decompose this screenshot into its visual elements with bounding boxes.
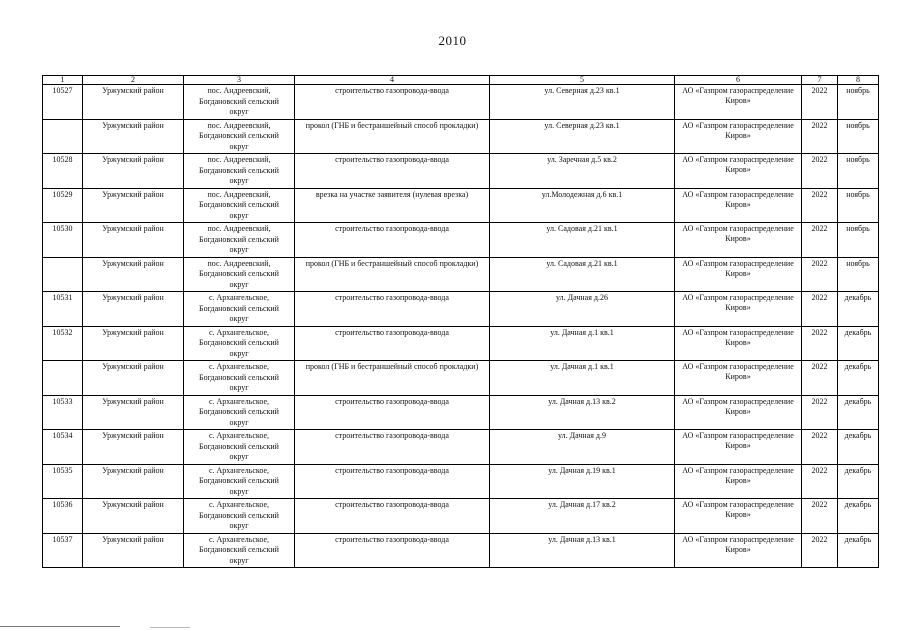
cell-settlement	[184, 326, 295, 361]
cell-year: 2022	[802, 223, 838, 258]
table-body	[43, 85, 879, 568]
table-row	[43, 292, 879, 327]
cell-settlement	[184, 395, 295, 430]
cell-month: ноябрь	[838, 154, 879, 189]
cell-district: Уржумский район	[83, 257, 184, 292]
table-row	[43, 326, 879, 361]
settlement-line: с. Архангельское,	[208, 327, 270, 337]
cell-work-type: прокол (ГНБ и бестраншейный способ прокладки)	[295, 119, 490, 154]
cell-settlement	[184, 533, 295, 568]
cell-settlement	[184, 154, 295, 189]
cell-address: ул. Дачная д.13 кв.1	[490, 533, 675, 568]
scan-artifact-line	[0, 626, 120, 627]
table-row	[43, 85, 879, 120]
cell-record-number: 10533	[43, 395, 83, 430]
cell-work-type: строительство газопровода-ввода	[295, 430, 490, 465]
cell-district: Уржумский район	[83, 223, 184, 258]
cell-work-type: строительство газопровода-ввода	[295, 395, 490, 430]
settlement-line: Богдановский сельский	[199, 510, 279, 520]
settlement-line: Богдановский сельский	[199, 407, 279, 416]
cell-settlement	[184, 430, 295, 465]
cell-work-type: прокол (ГНБ и бестраншейный способ прокладки)	[295, 361, 490, 396]
settlement-line: Богдановский сельский	[199, 338, 279, 347]
column-header: 2	[83, 76, 184, 85]
cell-month: декабрь	[838, 499, 879, 534]
cell-organization: АО «Газпром газораспределение Киров»	[675, 119, 802, 154]
cell-district: Уржумский район	[83, 430, 184, 465]
cell-record-number	[43, 119, 83, 154]
cell-record-number	[43, 361, 83, 396]
cell-settlement	[184, 499, 295, 534]
cell-work-type: врезка на участке заявителя (нулевая врезка)	[295, 188, 490, 223]
cell-address: ул. Дачная д.19 кв.1	[490, 464, 675, 499]
cell-organization: АО «Газпром газораспределение Киров»	[675, 188, 802, 223]
settlement-line: округ	[229, 417, 249, 427]
settlement-line: Богдановский сельский	[199, 269, 279, 278]
table-row	[43, 499, 879, 534]
settlement-line: Богдановский сельский	[199, 476, 279, 485]
cell-address: ул. Дачная д.1 кв.1	[490, 326, 675, 361]
cell-work-type: строительство газопровода-ввода	[295, 499, 490, 534]
settlement-line: пос. Андреевский,	[207, 224, 271, 233]
cell-district: Уржумский район	[83, 154, 184, 189]
column-header: 3	[184, 76, 295, 85]
cell-month: декабрь	[838, 395, 879, 430]
cell-settlement	[184, 119, 295, 154]
column-header: 6	[675, 76, 802, 85]
cell-month: декабрь	[838, 326, 879, 361]
cell-year: 2022	[802, 533, 838, 568]
cell-organization: АО «Газпром газораспределение Киров»	[675, 154, 802, 189]
cell-settlement	[184, 223, 295, 258]
cell-month: ноябрь	[838, 188, 879, 223]
cell-district: Уржумский район	[83, 395, 184, 430]
cell-record-number: 10527	[43, 85, 83, 120]
cell-month: декабрь	[838, 361, 879, 396]
settlement-line: Богдановский сельский	[199, 200, 279, 209]
cell-record-number: 10536	[43, 499, 83, 534]
settlement-line: округ	[229, 176, 249, 185]
cell-organization: АО «Газпром газораспределение Киров»	[675, 361, 802, 396]
table-row	[43, 430, 879, 465]
cell-address: ул. Северная д.23 кв.1	[490, 85, 675, 120]
settlement-line: округ	[229, 245, 249, 254]
column-header: 4	[295, 76, 490, 85]
cell-work-type: строительство газопровода-ввода	[295, 533, 490, 568]
cell-address: ул. Заречная д.5 кв.2	[490, 154, 675, 189]
cell-record-number: 10528	[43, 154, 83, 189]
cell-organization: АО «Газпром газораспределение Киров»	[675, 499, 802, 534]
settlement-line: округ	[229, 486, 249, 496]
settlement-line: округ	[229, 279, 249, 289]
settlement-line: округ	[229, 521, 249, 530]
registry-table	[42, 75, 879, 568]
cell-year: 2022	[802, 119, 838, 154]
cell-district: Уржумский район	[83, 326, 184, 361]
settlement-line: с. Архангельское,	[208, 534, 270, 544]
settlement-line: Богдановский сельский	[199, 131, 279, 140]
table-row	[43, 361, 879, 396]
cell-settlement	[184, 361, 295, 396]
cell-record-number: 10532	[43, 326, 83, 361]
cell-work-type: строительство газопровода-ввода	[295, 85, 490, 120]
cell-year: 2022	[802, 188, 838, 223]
cell-record-number: 10535	[43, 464, 83, 499]
settlement-line: с. Архангельское,	[208, 362, 270, 371]
cell-year: 2022	[802, 154, 838, 189]
settlement-line: Богдановский сельский	[199, 165, 279, 175]
cell-settlement	[184, 464, 295, 499]
cell-organization: АО «Газпром газораспределение Киров»	[675, 292, 802, 327]
cell-record-number: 10530	[43, 223, 83, 258]
settlement-line: округ	[229, 141, 249, 151]
settlement-line: округ	[229, 107, 249, 116]
cell-settlement	[184, 257, 295, 292]
column-header: 7	[802, 76, 838, 85]
settlement-line: пос. Андреевский,	[207, 258, 271, 268]
cell-address: ул. Дачная д.1 кв.1	[490, 361, 675, 396]
settlement-line: Богдановский сельский	[199, 96, 279, 106]
settlement-line: пос. Андреевский,	[207, 189, 271, 199]
cell-organization: АО «Газпром газораспределение Киров»	[675, 430, 802, 465]
column-header: 5	[490, 76, 675, 85]
cell-record-number: 10531	[43, 292, 83, 327]
cell-district: Уржумский район	[83, 85, 184, 120]
table-row	[43, 223, 879, 258]
column-header: 1	[43, 76, 83, 85]
settlement-line: Богдановский сельский	[199, 545, 279, 554]
settlement-line: округ	[229, 210, 249, 220]
cell-month: декабрь	[838, 292, 879, 327]
settlement-line: округ	[229, 555, 249, 565]
cell-year: 2022	[802, 499, 838, 534]
cell-district: Уржумский район	[83, 292, 184, 327]
cell-address: ул. Дачная д.26	[490, 292, 675, 327]
cell-address: ул. Дачная д.17 кв.2	[490, 499, 675, 534]
cell-record-number: 10529	[43, 188, 83, 223]
settlement-line: Богдановский сельский	[199, 441, 279, 451]
table-header-row	[43, 76, 879, 85]
settlement-line: с. Архангельское,	[208, 396, 270, 406]
cell-organization: АО «Газпром газораспределение Киров»	[675, 533, 802, 568]
column-header: 8	[838, 76, 879, 85]
settlement-line: округ	[229, 348, 249, 358]
table-row	[43, 257, 879, 292]
cell-district: Уржумский район	[83, 464, 184, 499]
page-number: 2010	[438, 33, 467, 48]
table-row	[43, 119, 879, 154]
cell-record-number	[43, 257, 83, 292]
cell-work-type: строительство газопровода-ввода	[295, 223, 490, 258]
settlement-line: Богдановский сельский	[199, 372, 279, 382]
cell-record-number: 10537	[43, 533, 83, 568]
cell-district: Уржумский район	[83, 533, 184, 568]
cell-organization: АО «Газпром газораспределение Киров»	[675, 326, 802, 361]
cell-record-number: 10534	[43, 430, 83, 465]
cell-address: ул.Молодежная д.6 кв.1	[490, 188, 675, 223]
cell-year: 2022	[802, 292, 838, 327]
cell-work-type: строительство газопровода-ввода	[295, 154, 490, 189]
cell-organization: АО «Газпром газораспределение Киров»	[675, 257, 802, 292]
cell-district: Уржумский район	[83, 119, 184, 154]
cell-month: ноябрь	[838, 85, 879, 120]
table-row	[43, 464, 879, 499]
settlement-line: Богдановский сельский	[199, 303, 279, 313]
cell-organization: АО «Газпром газораспределение Киров»	[675, 85, 802, 120]
cell-work-type: строительство газопровода-ввода	[295, 464, 490, 499]
cell-settlement	[184, 292, 295, 327]
cell-district: Уржумский район	[83, 499, 184, 534]
cell-year: 2022	[802, 361, 838, 396]
cell-work-type: строительство газопровода-ввода	[295, 326, 490, 361]
settlement-line: округ	[229, 314, 249, 323]
cell-month: декабрь	[838, 430, 879, 465]
cell-year: 2022	[802, 257, 838, 292]
cell-year: 2022	[802, 85, 838, 120]
table-row	[43, 154, 879, 189]
cell-address: ул. Дачная д.13 кв.2	[490, 395, 675, 430]
settlement-line: пос. Андреевский,	[207, 155, 271, 164]
cell-work-type: прокол (ГНБ и бестраншейный способ прокладки)	[295, 257, 490, 292]
settlement-line: Богдановский сельский	[199, 234, 279, 244]
cell-year: 2022	[802, 326, 838, 361]
scan-artifact-line	[150, 627, 190, 628]
table-row	[43, 395, 879, 430]
cell-month: ноябрь	[838, 119, 879, 154]
cell-address: ул. Садовая д.21 кв.1	[490, 257, 675, 292]
settlement-line: с. Архангельское,	[208, 500, 270, 509]
cell-month: декабрь	[838, 533, 879, 568]
cell-year: 2022	[802, 395, 838, 430]
settlement-line: округ	[229, 383, 249, 392]
cell-organization: АО «Газпром газораспределение Киров»	[675, 395, 802, 430]
settlement-line: с. Архангельское,	[208, 465, 270, 475]
cell-organization: АО «Газпром газораспределение Киров»	[675, 223, 802, 258]
cell-year: 2022	[802, 430, 838, 465]
cell-address: ул. Садовая д.21 кв.1	[490, 223, 675, 258]
settlement-line: с. Архангельское,	[208, 293, 270, 302]
table-row	[43, 533, 879, 568]
cell-month: ноябрь	[838, 257, 879, 292]
cell-work-type: строительство газопровода-ввода	[295, 292, 490, 327]
table-row	[43, 188, 879, 223]
cell-district: Уржумский район	[83, 361, 184, 396]
cell-address: ул. Дачная д.9	[490, 430, 675, 465]
settlement-line: пос. Андреевский,	[207, 86, 271, 95]
cell-address: ул. Северная д.23 кв.1	[490, 119, 675, 154]
cell-organization: АО «Газпром газораспределение Киров»	[675, 464, 802, 499]
cell-month: ноябрь	[838, 223, 879, 258]
cell-settlement	[184, 188, 295, 223]
settlement-line: округ	[229, 452, 249, 461]
cell-settlement	[184, 85, 295, 120]
cell-year: 2022	[802, 464, 838, 499]
settlement-line: с. Архангельское,	[208, 431, 270, 440]
cell-district: Уржумский район	[83, 188, 184, 223]
cell-month: декабрь	[838, 464, 879, 499]
settlement-line: пос. Андреевский,	[207, 120, 271, 130]
